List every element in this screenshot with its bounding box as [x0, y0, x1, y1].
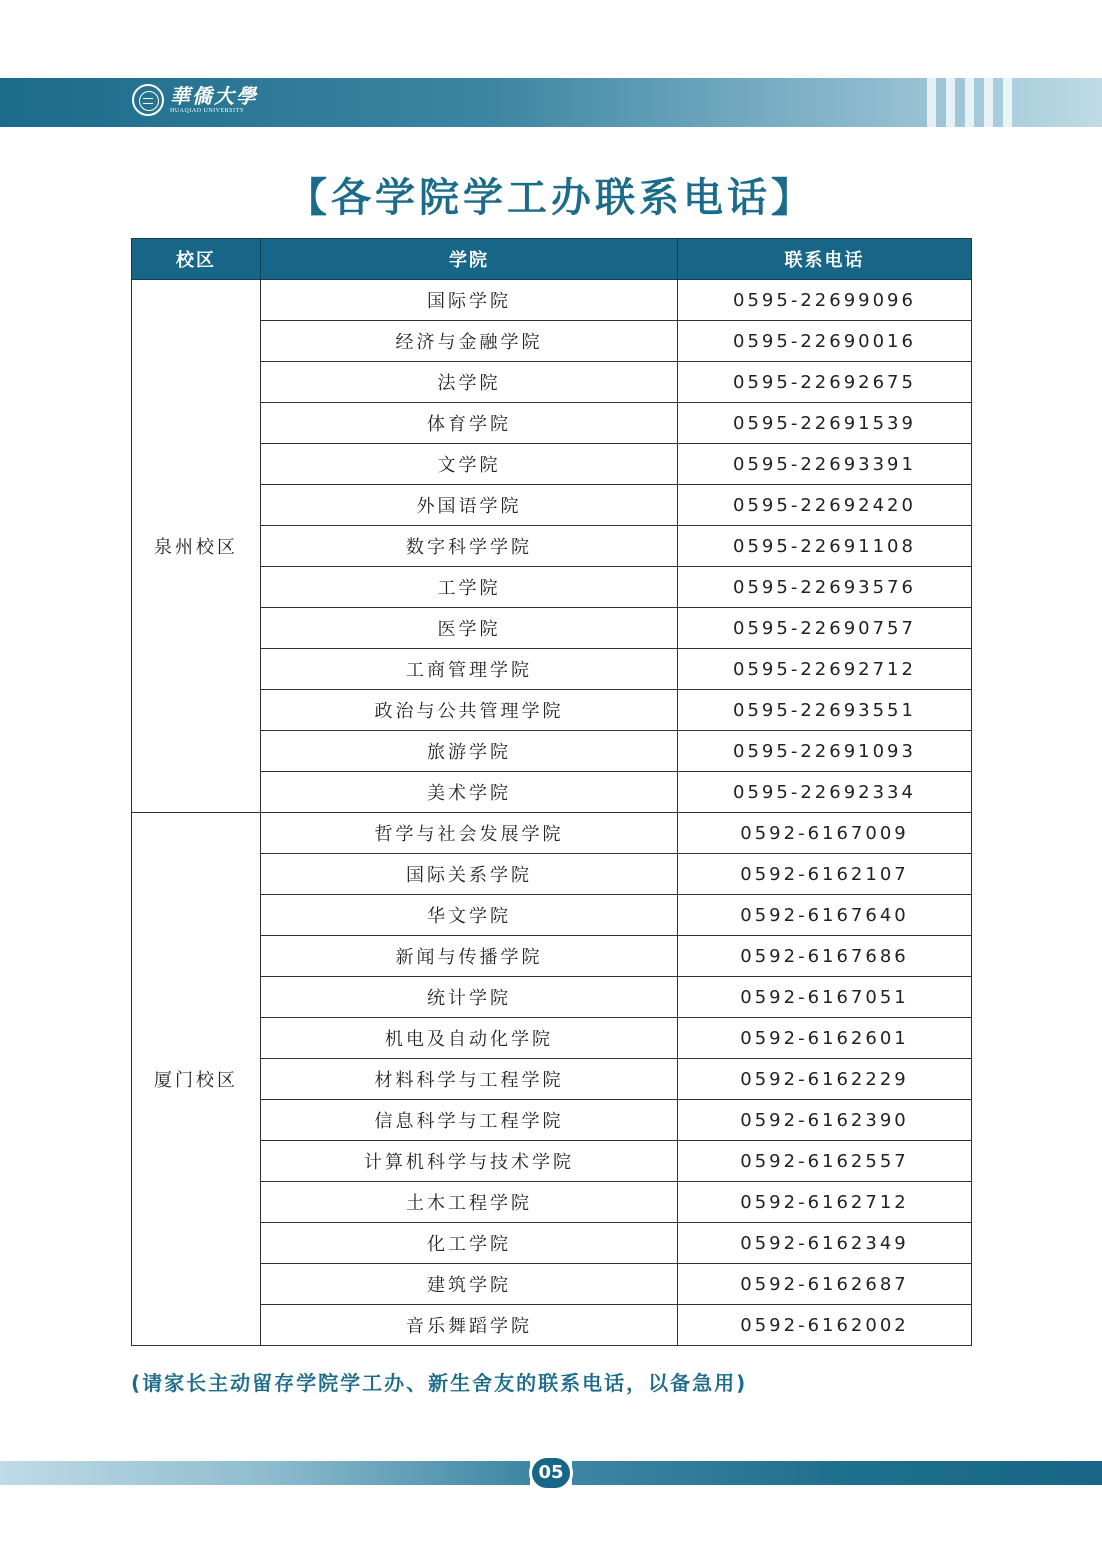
phone-cell: 0592-6162349 — [678, 1223, 972, 1264]
university-logo — [132, 84, 258, 116]
college-cell: 政治与公共管理学院 — [261, 690, 678, 731]
footer-bar-left — [0, 1461, 530, 1485]
college-cell: 建筑学院 — [261, 1264, 678, 1305]
footnote: (请家长主动留存学院学工办、新生舍友的联系电话，以备急用) — [131, 1371, 748, 1395]
decor-stripe — [965, 78, 974, 127]
column-header-college: 学院 — [261, 239, 678, 280]
college-cell: 工商管理学院 — [261, 649, 678, 690]
college-cell: 计算机科学与技术学院 — [261, 1141, 678, 1182]
college-cell: 经济与金融学院 — [261, 321, 678, 362]
phone-cell: 0592-6162687 — [678, 1264, 972, 1305]
college-cell: 数字科学学院 — [261, 526, 678, 567]
phone-cell: 0595-22692675 — [678, 362, 972, 403]
phone-cell: 0595-22691093 — [678, 731, 972, 772]
phone-cell: 0595-22690757 — [678, 608, 972, 649]
college-cell: 机电及自动化学院 — [261, 1018, 678, 1059]
header-row — [132, 239, 972, 280]
phone-cell: 0595-22692420 — [678, 485, 972, 526]
table-header — [132, 239, 972, 280]
college-cell: 统计学院 — [261, 977, 678, 1018]
phone-cell: 0592-6162107 — [678, 854, 972, 895]
logo-name-cn: 華僑大學 — [170, 84, 258, 108]
college-cell: 美术学院 — [261, 772, 678, 813]
table-body — [132, 280, 972, 1346]
decor-stripe — [984, 78, 993, 127]
phone-cell: 0592-6167051 — [678, 977, 972, 1018]
phone-cell: 0595-22690016 — [678, 321, 972, 362]
phone-cell: 0592-6162390 — [678, 1100, 972, 1141]
college-cell: 文学院 — [261, 444, 678, 485]
college-cell: 化工学院 — [261, 1223, 678, 1264]
university-seal-icon — [132, 84, 164, 116]
campus-cell: 泉州校区 — [132, 280, 261, 813]
college-cell: 新闻与传播学院 — [261, 936, 678, 977]
phone-cell: 0592-6167640 — [678, 895, 972, 936]
footer-bar-right — [572, 1461, 1102, 1485]
column-header-campus: 校区 — [132, 239, 261, 280]
table-row — [132, 813, 972, 854]
decor-stripe — [1003, 78, 1012, 127]
table-row — [132, 280, 972, 321]
college-cell: 土木工程学院 — [261, 1182, 678, 1223]
phone-cell: 0595-22699096 — [678, 280, 972, 321]
phone-cell: 0595-22692712 — [678, 649, 972, 690]
college-cell: 华文学院 — [261, 895, 678, 936]
college-cell: 工学院 — [261, 567, 678, 608]
header-decoration — [917, 78, 1012, 127]
college-cell: 国际关系学院 — [261, 854, 678, 895]
phone-cell: 0592-6162002 — [678, 1305, 972, 1346]
phone-cell: 0592-6162601 — [678, 1018, 972, 1059]
college-cell: 国际学院 — [261, 280, 678, 321]
contacts-table — [131, 238, 972, 1346]
phone-cell: 0595-22693551 — [678, 690, 972, 731]
phone-cell: 0595-22692334 — [678, 772, 972, 813]
page-number: 05 — [529, 1455, 573, 1491]
phone-cell: 0595-22693391 — [678, 444, 972, 485]
phone-cell: 0592-6167009 — [678, 813, 972, 854]
column-header-phone: 联系电话 — [678, 239, 972, 280]
college-cell: 外国语学院 — [261, 485, 678, 526]
college-cell: 音乐舞蹈学院 — [261, 1305, 678, 1346]
page-title: 【各学院学工办联系电话】 — [287, 175, 815, 221]
logo-name-en: HUAQIAO UNIVERSITY — [170, 108, 245, 114]
decor-stripe — [946, 78, 955, 127]
college-cell: 法学院 — [261, 362, 678, 403]
college-cell: 医学院 — [261, 608, 678, 649]
decor-stripe — [927, 78, 936, 127]
college-cell: 旅游学院 — [261, 731, 678, 772]
phone-cell: 0595-22693576 — [678, 567, 972, 608]
logo-text — [170, 86, 258, 114]
phone-cell: 0592-6167686 — [678, 936, 972, 977]
phone-cell: 0595-22691108 — [678, 526, 972, 567]
college-cell: 信息科学与工程学院 — [261, 1100, 678, 1141]
college-cell: 哲学与社会发展学院 — [261, 813, 678, 854]
header-band — [0, 78, 1102, 127]
phone-cell: 0592-6162229 — [678, 1059, 972, 1100]
phone-cell: 0592-6162712 — [678, 1182, 972, 1223]
college-cell: 体育学院 — [261, 403, 678, 444]
college-cell: 材料科学与工程学院 — [261, 1059, 678, 1100]
campus-cell: 厦门校区 — [132, 813, 261, 1346]
phone-cell: 0595-22691539 — [678, 403, 972, 444]
phone-cell: 0592-6162557 — [678, 1141, 972, 1182]
